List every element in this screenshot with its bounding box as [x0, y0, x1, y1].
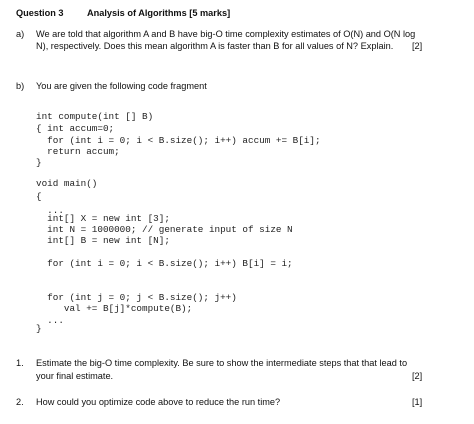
- code-line: int compute(int [] B): [36, 111, 154, 122]
- part-b-label: b): [16, 81, 25, 91]
- question-1-marks: [2]: [412, 371, 423, 381]
- code-line: }: [36, 157, 42, 168]
- code-line: for (int i = 0; i < B.size(); i++) B[i] = i;: [36, 258, 293, 269]
- part-b-text: You are given the following code fragment: [36, 81, 207, 91]
- question-number: Question 3: [16, 8, 64, 18]
- question-2-line-1: How could you optimize code above to reduce the run time?: [36, 397, 281, 407]
- question-1-line-2: your final estimate.: [36, 371, 114, 381]
- code-line: int[] B = new int [N];: [36, 235, 170, 246]
- question-1-number: 1.: [16, 358, 24, 368]
- part-a-label: a): [16, 29, 25, 39]
- code-line: ...: [36, 315, 64, 326]
- part-a-line-1: We are told that algorithm A and B have big-O time complexity estimates of O(N) and O(N log: [36, 29, 416, 39]
- code-line: for (int i = 0; i < B.size(); i++) accum += B[i];: [36, 135, 321, 146]
- question-title: Analysis of Algorithms [5 marks]: [87, 8, 231, 18]
- code-line: for (int j = 0; j < B.size(); j++): [36, 292, 237, 303]
- question-1-line-1: Estimate the big-O time complexity. Be sure to show the intermediate steps that that lead to: [36, 358, 408, 368]
- code-line: {: [36, 191, 42, 202]
- code-line: }: [36, 323, 42, 334]
- question-2-number: 2.: [16, 397, 24, 407]
- code-line: void main(): [36, 178, 98, 189]
- code-line: val += B[j]*compute(B);: [36, 303, 193, 314]
- code-line: return accum;: [36, 146, 120, 157]
- part-a-marks: [2]: [412, 41, 423, 51]
- code-line: int[] X = new int [3];: [36, 213, 170, 224]
- code-line: ...: [36, 205, 64, 216]
- part-a-line-2: N), respectively. Does this mean algorithm A is faster than B for all values of N? Explain.: [36, 41, 394, 51]
- question-2-marks: [1]: [412, 397, 423, 407]
- code-line: { int accum=0;: [36, 123, 115, 134]
- code-line: int N = 1000000; // generate input of size N: [36, 224, 293, 235]
